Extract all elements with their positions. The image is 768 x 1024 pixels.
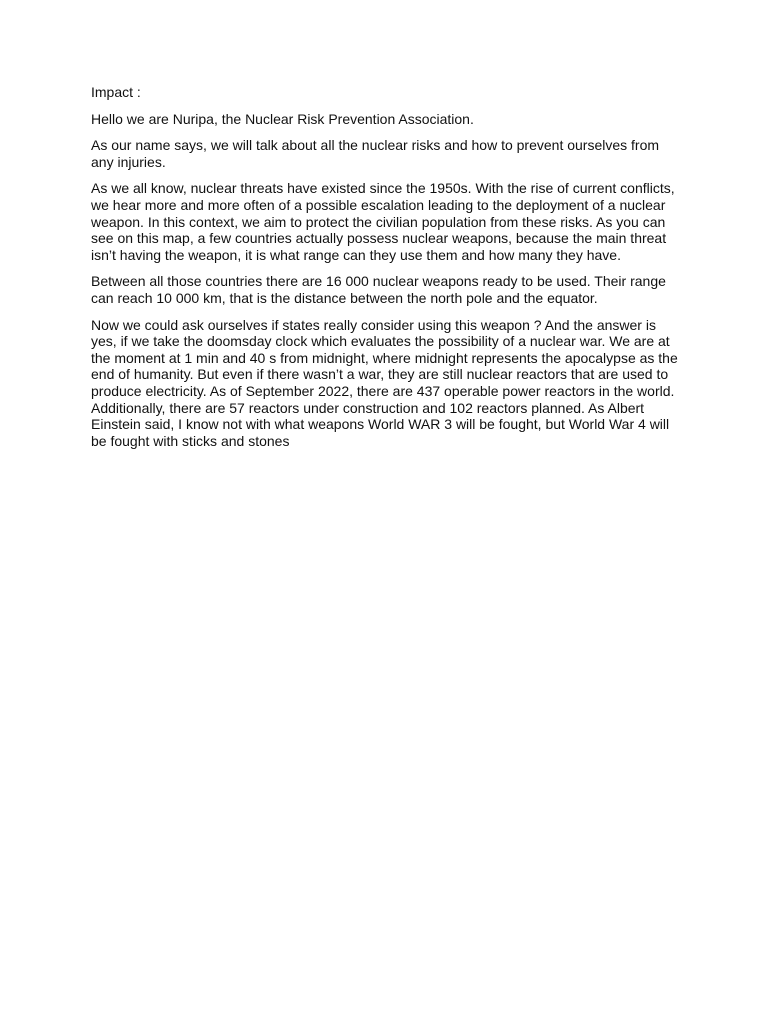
paragraph-introduction: Hello we are Nuripa, the Nuclear Risk Prevention Association. [91, 110, 474, 127]
paragraph-nuclear-threats: As we all know, nuclear threats have existed since the 1950s. With the rise of current conflicts, we hear more and more often of a possible escalation leading to the deployment of a nuclear weapon. In this context, we aim to protect the civilian population from these risks. As you can see on this map, a few countries actually possess nuclear weapons, because the main threat isn’t having the weapon, it is what range can they use them and how many they have. [91, 180, 675, 263]
paragraph-weapon-count: Between all those countries there are 16 000 nuclear weapons ready to be used. Their range can reach 10 000 km, that is the distance between the north pole and the equator. [91, 273, 666, 306]
document-body [91, 84, 679, 459]
paragraph-doomsday-clock: Now we could ask ourselves if states really consider using this weapon ? And the answer is yes, if we take the doomsday clock which evaluates the possibility of a nuclear war. We are at the moment at 1 min and 40 s from midnight, where midnight represents the apocalypse as the end of humanity. But even if there wasn’t a war, they are still nuclear reactors that are used to produce electricity. As of September 2022, there are 437 operable power reactors in the world. Additionally, there are 57 reactors under construction and 102 reactors planned. As Albert Einstein said, I know not with what weapons World WAR 3 will be fought, but World War 4 will be fought with sticks and stones [91, 316, 678, 449]
document-heading: Impact : [91, 84, 141, 100]
paragraph-purpose: As our name says, we will talk about all the nuclear risks and how to prevent ourselves from any injuries. [91, 137, 660, 170]
